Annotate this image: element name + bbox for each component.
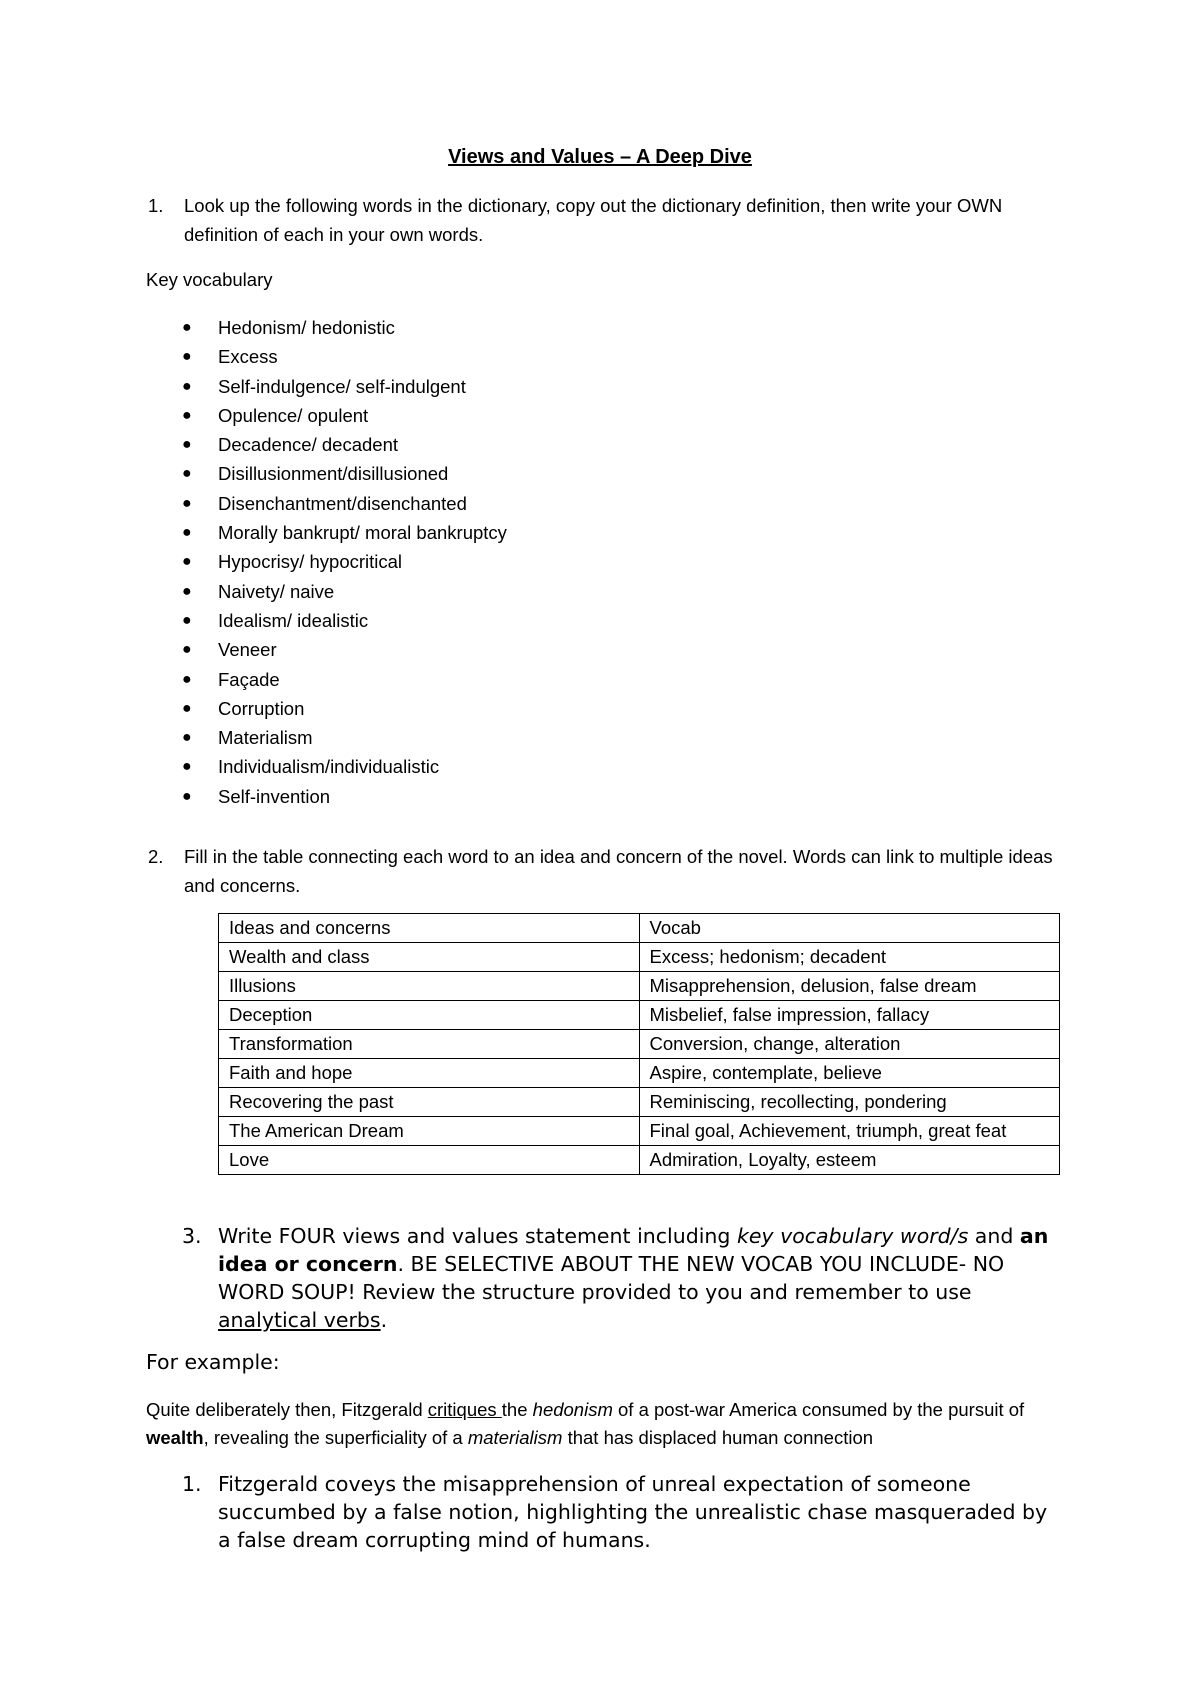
- question-1-text: Look up the following words in the dictionary, copy out the dictionary definition, then write your OWN definition of each in your own words.: [184, 195, 1003, 245]
- vocab-item: [146, 665, 507, 694]
- vocab-word: Hypocrisy/ hypocritical: [218, 551, 403, 573]
- idea-cell: Illusions: [219, 972, 640, 1001]
- example-part3: of a post-war America consumed by the pursuit of: [612, 1399, 1025, 1420]
- vocab-item: [146, 430, 507, 459]
- table-row: [219, 1030, 1060, 1059]
- table-header-cell: Ideas and concerns: [219, 914, 640, 943]
- bullet-icon: ●: [182, 406, 192, 424]
- vocab-word: Self-invention: [218, 785, 331, 807]
- vocab-item: [146, 635, 507, 664]
- question-3-part4: .: [380, 1308, 388, 1332]
- key-vocab-heading: Key vocabulary: [146, 269, 273, 290]
- vocab-item: [146, 489, 507, 518]
- question-3: [182, 1222, 1058, 1334]
- bullet-icon: ●: [182, 377, 192, 395]
- bullet-icon: ●: [182, 553, 192, 571]
- vocab-word: Hedonism/ hedonistic: [218, 317, 395, 338]
- example-materialism: materialism: [467, 1427, 563, 1448]
- vocab-item: [146, 313, 507, 342]
- idea-cell: Faith and hope: [219, 1059, 640, 1088]
- question-3-part3: . BE SELECTIVE ABOUT THE NEW VOCAB YOU INCLUDE- NO WORD SOUP! Review the structure provided to you and remember to use: [218, 1252, 1005, 1304]
- for-example-label: For example:: [146, 1350, 280, 1374]
- question-3-key-vocab: key vocabulary word/s: [736, 1224, 969, 1248]
- bullet-icon: ●: [182, 582, 192, 600]
- question-2: [148, 842, 1064, 900]
- vocab-item: [146, 372, 507, 401]
- vocab-item: [146, 723, 507, 752]
- vocab-item: [146, 401, 507, 430]
- example-hedonism: hedonism: [532, 1399, 613, 1420]
- idea-cell: Transformation: [219, 1030, 640, 1059]
- bullet-icon: ●: [182, 494, 192, 512]
- vocab-item: [146, 342, 507, 371]
- vocab-item: [146, 518, 507, 547]
- vocab-word: Disenchantment/disenchanted: [218, 492, 467, 514]
- vocab-word: Excess: [218, 346, 278, 368]
- table-row: [219, 1117, 1060, 1146]
- vocab-item: [146, 752, 507, 781]
- ideas-vocab-table: [218, 913, 1060, 1175]
- question-3-part2: and: [968, 1224, 1020, 1248]
- question-3-analytical-verbs: analytical verbs: [218, 1308, 381, 1332]
- vocab-item: [146, 606, 507, 635]
- vocab-word: Self-indulgence/ self-indulgent: [218, 375, 466, 397]
- table-row: [219, 1001, 1060, 1030]
- example-part4: , revealing the superficiality of a: [203, 1427, 468, 1448]
- vocab-word: Naivety/ naive: [218, 580, 335, 602]
- question-3-idea: an idea or concern: [218, 1224, 1049, 1276]
- vocab-item: [146, 577, 507, 606]
- table-header-cell: Vocab: [639, 914, 1060, 943]
- bullet-icon: ●: [182, 787, 192, 805]
- vocab-cell: Admiration, Loyalty, esteem: [639, 1146, 1060, 1175]
- vocab-word: Corruption: [218, 697, 305, 719]
- table-row: [219, 943, 1060, 972]
- table-row: [219, 1088, 1060, 1117]
- vocab-word: Veneer: [218, 639, 277, 661]
- bullet-icon: ●: [182, 641, 192, 659]
- vocab-word: Decadence/ decadent: [218, 434, 398, 456]
- bullet-icon: ●: [182, 436, 192, 454]
- bullet-icon: ●: [182, 699, 192, 717]
- bullet-icon: ●: [182, 348, 192, 366]
- vocab-word: Idealism/ idealistic: [218, 609, 369, 631]
- bullet-icon: ●: [182, 611, 192, 629]
- vocab-cell: Excess; hedonism; decadent: [639, 943, 1060, 972]
- table-row: [219, 972, 1060, 1001]
- idea-cell: Recovering the past: [219, 1088, 640, 1117]
- idea-cell: Love: [219, 1146, 640, 1175]
- vocab-item: [146, 547, 507, 576]
- vocab-word: Materialism: [218, 727, 313, 749]
- vocab-cell: Aspire, contemplate, believe: [639, 1059, 1060, 1088]
- answer-1-number: 1.: [182, 1472, 202, 1496]
- vocab-item: [146, 782, 507, 811]
- question-1-number: 1.: [148, 195, 164, 216]
- table-row: [219, 1059, 1060, 1088]
- vocab-item: [146, 694, 507, 723]
- vocab-cell: Misapprehension, delusion, false dream: [639, 972, 1060, 1001]
- page-title: Views and Values – A Deep Dive: [448, 146, 752, 168]
- vocab-word: Individualism/individualistic: [218, 756, 440, 778]
- idea-cell: Wealth and class: [219, 943, 640, 972]
- vocab-word: Opulence/ opulent: [218, 404, 369, 426]
- bullet-icon: ●: [182, 465, 192, 483]
- question-3-number: 3.: [182, 1224, 202, 1248]
- example-wealth: wealth: [146, 1427, 204, 1448]
- question-1: [148, 191, 1064, 249]
- answer-1-text: Fitzgerald coveys the misapprehension of unreal expectation of someone succumbed by a false notion, highlighting the unrealistic chase masqueraded by a false dream corrupting mind of humans.: [218, 1472, 1048, 1552]
- vocab-item: [146, 459, 507, 488]
- idea-cell: The American Dream: [219, 1117, 640, 1146]
- example-part2: the: [501, 1399, 533, 1420]
- question-2-text: Fill in the table connecting each word to an idea and concern of the novel. Words can link to multiple ideas and concerns.: [184, 846, 1053, 896]
- vocab-word: Façade: [218, 668, 280, 690]
- bullet-icon: ●: [182, 319, 192, 336]
- vocab-cell: Reminiscing, recollecting, pondering: [639, 1088, 1060, 1117]
- vocab-list: [146, 313, 507, 811]
- vocab-cell: Final goal, Achievement, triumph, great feat: [639, 1117, 1060, 1146]
- bullet-icon: ●: [182, 670, 192, 688]
- example-critiques: critiques: [427, 1399, 502, 1420]
- answer-1: [182, 1470, 1058, 1554]
- table-header-row: [219, 914, 1060, 943]
- question-3-part1: Write FOUR views and values statement including: [218, 1224, 737, 1248]
- bullet-icon: ●: [182, 524, 192, 542]
- example-sentence: [146, 1396, 1066, 1452]
- question-2-number: 2.: [148, 846, 164, 867]
- example-part5: that has displaced human connection: [562, 1427, 874, 1448]
- table-row: [219, 1146, 1060, 1175]
- example-part1: Quite deliberately then, Fitzgerald: [146, 1399, 428, 1420]
- vocab-cell: Misbelief, false impression, fallacy: [639, 1001, 1060, 1030]
- bullet-icon: ●: [182, 758, 192, 776]
- vocab-word: Disillusionment/disillusioned: [218, 463, 449, 485]
- idea-cell: Deception: [219, 1001, 640, 1030]
- vocab-word: Morally bankrupt/ moral bankruptcy: [218, 522, 507, 544]
- vocab-cell: Conversion, change, alteration: [639, 1030, 1060, 1059]
- bullet-icon: ●: [182, 729, 192, 747]
